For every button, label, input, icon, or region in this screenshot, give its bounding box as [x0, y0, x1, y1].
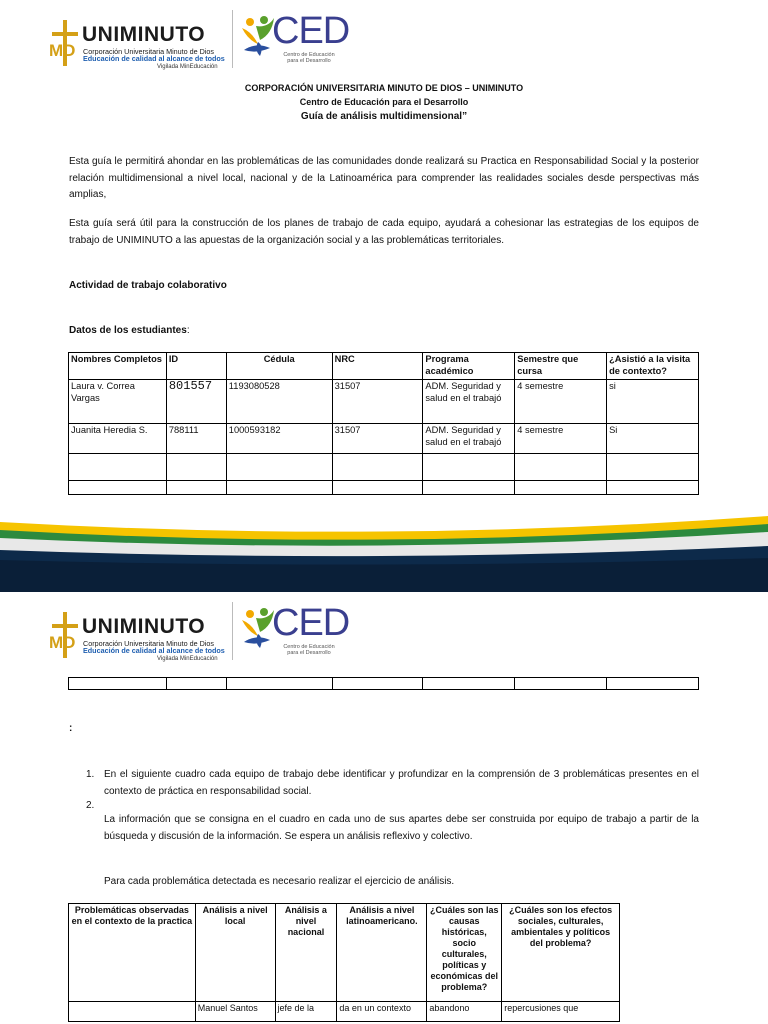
- header-center: Centro de Educación para el Desarrollo: [299, 97, 469, 107]
- table-row: [69, 380, 699, 424]
- empty-cell: [423, 481, 515, 495]
- empty-cell: [515, 481, 607, 495]
- instruction-2-text: La información que se consigna en el cuadro en cada uno de sus apartes debe ser construida por equipo de trabajo a partir de la búsqueda y discusión de la información. Se espera un análisis reflexivo y colectivo.: [104, 814, 699, 842]
- header-guide-title: Guía de análisis multidimensional”: [300, 111, 468, 122]
- analysis-note: Para cada problemática detectada es necesario realizar el ejercicio de análisis.: [104, 876, 455, 887]
- students-label-colon: :: [186, 325, 190, 336]
- empty-cell: [332, 454, 423, 481]
- ced-line1: Centro de Educación: [283, 52, 335, 58]
- uniminuto-logo: [48, 14, 228, 70]
- ced-line2: para el Desarrollo: [287, 58, 331, 64]
- table-row: [69, 678, 699, 690]
- cell-local: Manuel Santos: [195, 1002, 275, 1022]
- activity-title: Actividad de trabajo colaborativo: [69, 280, 227, 291]
- uniminuto-line3: Vigilada MinEducación: [157, 64, 218, 70]
- col-header-effects: ¿Cuáles son los efectos sociales, culturales, ambientales y políticos del problema?: [502, 904, 620, 1002]
- col-header-causes: ¿Cuáles son las causas históricas, socio culturales, políticas y económicas del problema?: [427, 904, 502, 1002]
- empty-cell: [166, 454, 226, 481]
- students-table: [68, 352, 699, 495]
- cell-causes: abandono: [427, 1002, 502, 1022]
- empty-cell: [607, 481, 699, 495]
- cell-program: ADM. Seguridad y salud en el trabajó: [423, 424, 515, 454]
- uniminuto-logo: [48, 606, 228, 662]
- footer-wave-decoration: [0, 500, 768, 592]
- problems-table-header: [69, 904, 620, 1002]
- empty-cell: [607, 678, 699, 690]
- uniminuto-line2: Educación de calidad al alcance de todos: [83, 646, 225, 655]
- uniminuto-line1: Corporación Universitaria Minuto de Dios: [83, 639, 215, 648]
- empty-cell: [332, 481, 423, 495]
- logo-divider: [232, 602, 233, 660]
- empty-cell: [515, 454, 607, 481]
- empty-cell: [423, 454, 515, 481]
- cell-semester: 4 semestre: [515, 380, 607, 424]
- col-header-id: ID: [166, 353, 226, 380]
- col-header-visit: ¿Asistió a la visita de contexto?: [607, 353, 699, 380]
- empty-cell: [166, 678, 226, 690]
- ced-name: CED: [272, 602, 350, 644]
- uniminuto-line1: Corporación Universitaria Minuto de Dios: [83, 47, 215, 56]
- empty-cell: [607, 454, 699, 481]
- col-header-nrc: NRC: [332, 353, 423, 380]
- ced-logo: [238, 604, 348, 660]
- cell-semester: 4 semestre: [515, 424, 607, 454]
- cell-name: Laura v. Correa Vargas: [69, 380, 167, 424]
- cell-name: Juanita Heredia S.: [69, 424, 167, 454]
- cell-national: jefe de la: [275, 1002, 337, 1022]
- cell-latam: da en un contexto: [337, 1002, 427, 1022]
- instruction-1-text: En el siguiente cuadro cada equipo de trabajo debe identificar y profundizar en la comprensión de 3 problemáticas presentes en el contexto de práctica en responsabilidad social.: [104, 769, 699, 797]
- cell-id: 801557: [166, 380, 226, 424]
- students-table-header: [69, 353, 699, 380]
- table-row: [69, 454, 699, 481]
- empty-cell: [226, 454, 332, 481]
- cell-visit: si: [607, 380, 699, 424]
- col-header-name: Nombres Completos: [69, 353, 167, 380]
- cell-cedula: 1193080528: [226, 380, 332, 424]
- header-institution: CORPORACIÓN UNIVERSITARIA MINUTO DE DIOS – UNIMINUTO: [244, 83, 524, 93]
- cell-visit: Si: [607, 424, 699, 454]
- cell-nrc: 31507: [332, 424, 423, 454]
- instruction-1-number: 1.: [86, 769, 95, 780]
- uniminuto-mark-icon: [48, 612, 82, 658]
- col-header-local: Análisis a nivel local: [195, 904, 275, 1002]
- uniminuto-name: UNIMINUTO: [82, 23, 206, 46]
- intro-paragraph-1: Esta guía le permitirá ahondar en las problemáticas de las comunidades donde realizará su Practica en Responsabilidad Social y la posterior relación multidimensional a nivel local, nacional y de la Latinoamérica para comprender las realidades sociales desde perspectivas más amplias,: [69, 156, 699, 200]
- ced-line1: Centro de Educación: [283, 644, 335, 650]
- svg-text:MD: MD: [49, 41, 76, 60]
- table-row: [69, 1002, 620, 1022]
- cell-cedula: 1000593182: [226, 424, 332, 454]
- empty-cell: [226, 481, 332, 495]
- empty-cell: [515, 678, 607, 690]
- cell-program: ADM. Seguridad y salud en el trabajó: [423, 380, 515, 424]
- table-row: [69, 481, 699, 495]
- svg-text:MD: MD: [49, 633, 76, 652]
- empty-cell: [69, 481, 167, 495]
- empty-cell: [226, 678, 332, 690]
- col-header-national: Análisis a nivel nacional: [275, 904, 337, 1002]
- logo-divider: [232, 10, 233, 68]
- empty-cell: [423, 678, 515, 690]
- ced-name: CED: [272, 10, 350, 52]
- cell-problem: [69, 1002, 196, 1022]
- students-label: [69, 325, 190, 336]
- col-header-semester: Semestre que cursa: [515, 353, 607, 380]
- empty-cell: [69, 454, 167, 481]
- students-label-text: Datos de los estudiantes: [69, 325, 187, 336]
- col-header-problems: Problemáticas observadas en el contexto de la practica: [69, 904, 196, 1002]
- intro-paragraph-2: Esta guía será útil para la construcción de los planes de trabajo de cada equipo, ayudará a cohesionar las estrategias de los equipos de trabajo de UNIMINUTO a las apuestas de la organización social y a las problemáticas territoriales.: [69, 218, 699, 246]
- uniminuto-line2: Educación de calidad al alcance de todos: [83, 54, 225, 63]
- col-header-latam: Análisis a nivel latinoamericano.: [337, 904, 427, 1002]
- empty-cell: [166, 481, 226, 495]
- col-header-cedula: Cédula: [226, 353, 332, 380]
- col-header-program: Programa académico: [423, 353, 515, 380]
- uniminuto-mark-icon: [48, 20, 82, 66]
- document-page-2: [0, 592, 768, 1024]
- students-table-continuation: [68, 677, 699, 690]
- empty-cell: [332, 678, 423, 690]
- cell-nrc: 31507: [332, 380, 423, 424]
- uniminuto-line3: Vigilada MinEducación: [157, 656, 218, 662]
- problems-table: [68, 903, 620, 1022]
- cell-id: 788111: [166, 424, 226, 454]
- ced-line2: para el Desarrollo: [287, 650, 331, 656]
- empty-cell: [69, 678, 167, 690]
- instruction-2-number: 2.: [86, 800, 95, 811]
- ced-logo: [238, 12, 348, 68]
- table-row: [69, 424, 699, 454]
- cell-effects: repercusiones que: [502, 1002, 620, 1022]
- stray-colon: :: [69, 723, 73, 734]
- uniminuto-name: UNIMINUTO: [82, 615, 206, 638]
